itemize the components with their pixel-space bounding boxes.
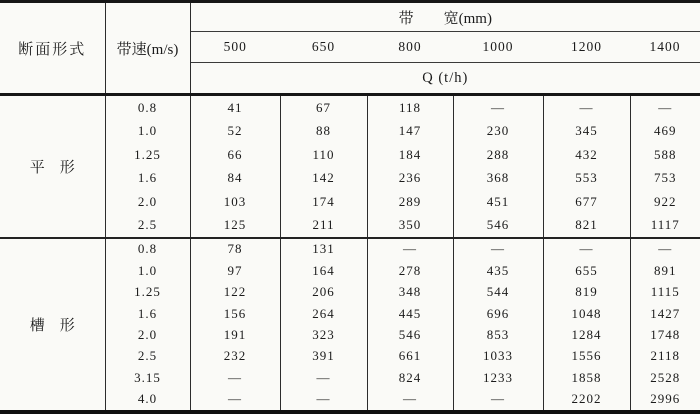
capacity-value: — bbox=[190, 367, 280, 388]
belt-speed-value: 1.25 bbox=[105, 143, 190, 166]
capacity-value: 211 bbox=[280, 213, 367, 237]
capacity-value: 52 bbox=[190, 119, 280, 142]
capacity-value: — bbox=[543, 95, 630, 120]
capacity-value: 824 bbox=[367, 367, 453, 388]
table-row bbox=[0, 166, 700, 189]
capacity-value: — bbox=[453, 95, 543, 120]
capacity-value: — bbox=[367, 238, 453, 260]
capacity-value: 118 bbox=[367, 95, 453, 120]
capacity-value: 1556 bbox=[543, 346, 630, 367]
capacity-value: 230 bbox=[453, 119, 543, 142]
width-column-header: 650 bbox=[280, 32, 367, 63]
table-row bbox=[0, 143, 700, 166]
capacity-value: 1117 bbox=[630, 213, 700, 237]
capacity-value: 391 bbox=[280, 346, 367, 367]
capacity-value: 2202 bbox=[543, 388, 630, 412]
capacity-value: 821 bbox=[543, 213, 630, 237]
belt-speed-value: 0.8 bbox=[105, 238, 190, 260]
width-column-header: 500 bbox=[190, 32, 280, 63]
capacity-value: 544 bbox=[453, 282, 543, 303]
capacity-value: 84 bbox=[190, 166, 280, 189]
capacity-value: 345 bbox=[543, 119, 630, 142]
belt-speed-value: 1.6 bbox=[105, 303, 190, 324]
table-row bbox=[0, 238, 700, 260]
table-row bbox=[0, 260, 700, 281]
capacity-value: 2528 bbox=[650, 369, 681, 385]
header-belt-speed: 带速(m/s) bbox=[105, 2, 190, 95]
capacity-value: 350 bbox=[367, 213, 453, 237]
belt-speed-value: 1.0 bbox=[105, 119, 190, 142]
table-row bbox=[0, 95, 700, 120]
table-row bbox=[0, 119, 700, 142]
belt-speed-value: 0.8 bbox=[105, 95, 190, 120]
capacity-value: 1427 bbox=[650, 305, 681, 321]
table-row bbox=[0, 190, 700, 213]
capacity-value: 553 bbox=[543, 166, 630, 189]
capacity-value: 236 bbox=[367, 166, 453, 189]
capacity-value: — bbox=[658, 99, 673, 115]
capacity-value: 206 bbox=[280, 282, 367, 303]
belt-speed-value: 2.5 bbox=[105, 346, 190, 367]
table-row bbox=[0, 282, 700, 303]
section-label: 平 形 bbox=[0, 95, 105, 238]
capacity-value: 677 bbox=[543, 190, 630, 213]
capacity-value: 1115 bbox=[650, 284, 680, 300]
belt-speed-value: 2.0 bbox=[105, 190, 190, 213]
capacity-value: 142 bbox=[280, 166, 367, 189]
capacity-value: 323 bbox=[280, 324, 367, 345]
capacity-value: 432 bbox=[543, 143, 630, 166]
capacity-value: 655 bbox=[543, 260, 630, 281]
capacity-value: 853 bbox=[453, 324, 543, 345]
capacity-value: 546 bbox=[367, 324, 453, 345]
header-belt-width: 带 宽(mm) bbox=[190, 2, 700, 32]
header-row-bandwidth bbox=[0, 2, 700, 32]
capacity-value: 588 bbox=[654, 146, 677, 162]
capacity-value: 88 bbox=[280, 119, 367, 142]
table-row bbox=[0, 388, 700, 412]
capacity-value: 891 bbox=[654, 262, 677, 278]
capacity-value: 348 bbox=[367, 282, 453, 303]
capacity-value: 2996 bbox=[650, 391, 681, 407]
table-row bbox=[0, 346, 700, 367]
header-q-unit: Q (t/h) bbox=[190, 63, 700, 95]
capacity-value: 66 bbox=[190, 143, 280, 166]
capacity-value: 278 bbox=[367, 260, 453, 281]
capacity-value: 1748 bbox=[650, 326, 681, 342]
capacity-value: 546 bbox=[453, 213, 543, 237]
capacity-value: — bbox=[543, 238, 630, 260]
capacity-value: 469 bbox=[654, 123, 677, 139]
width-column-header: 1000 bbox=[453, 32, 543, 63]
capacity-value: 174 bbox=[280, 190, 367, 213]
capacity-value: — bbox=[658, 241, 673, 257]
capacity-value: — bbox=[453, 388, 543, 412]
capacity-value: 1233 bbox=[453, 367, 543, 388]
capacity-value: — bbox=[280, 388, 367, 412]
capacity-value: 2118 bbox=[650, 348, 681, 364]
belt-speed-value: 1.0 bbox=[105, 260, 190, 281]
header-section-type: 断面形式 bbox=[0, 2, 105, 95]
capacity-value: 1033 bbox=[453, 346, 543, 367]
capacity-value: 125 bbox=[190, 213, 280, 237]
table-row bbox=[0, 213, 700, 237]
belt-speed-value: 1.25 bbox=[105, 282, 190, 303]
capacity-value: 97 bbox=[190, 260, 280, 281]
section-label: 槽 形 bbox=[0, 238, 105, 412]
capacity-value: — bbox=[280, 367, 367, 388]
capacity-value: 164 bbox=[280, 260, 367, 281]
section-flat-body bbox=[0, 95, 700, 238]
belt-speed-value: 3.15 bbox=[105, 367, 190, 388]
capacity-value: 753 bbox=[654, 170, 677, 186]
capacity-value: 122 bbox=[190, 282, 280, 303]
capacity-value: 922 bbox=[654, 193, 677, 209]
capacity-value: 232 bbox=[190, 346, 280, 367]
capacity-value: 191 bbox=[190, 324, 280, 345]
capacity-value: 819 bbox=[543, 282, 630, 303]
capacity-value: — bbox=[190, 388, 280, 412]
table-row bbox=[0, 324, 700, 345]
capacity-value: 1048 bbox=[543, 303, 630, 324]
capacity-value: 41 bbox=[190, 95, 280, 120]
belt-speed-value: 1.6 bbox=[105, 166, 190, 189]
section-trough-body bbox=[0, 238, 700, 412]
capacity-value: — bbox=[453, 238, 543, 260]
capacity-value: 289 bbox=[367, 190, 453, 213]
capacity-value: 110 bbox=[280, 143, 367, 166]
belt-speed-value: 4.0 bbox=[105, 388, 190, 412]
table-header bbox=[0, 2, 700, 95]
belt-speed-value: 2.0 bbox=[105, 324, 190, 345]
table-row bbox=[0, 367, 700, 388]
capacity-value: 264 bbox=[280, 303, 367, 324]
capacity-value: 131 bbox=[280, 238, 367, 260]
capacity-value: 435 bbox=[453, 260, 543, 281]
capacity-value: 288 bbox=[453, 143, 543, 166]
capacity-value: 368 bbox=[453, 166, 543, 189]
capacity-value: 78 bbox=[190, 238, 280, 260]
capacity-value: 1858 bbox=[543, 367, 630, 388]
capacity-value: 696 bbox=[453, 303, 543, 324]
capacity-value: 451 bbox=[453, 190, 543, 213]
table-row bbox=[0, 303, 700, 324]
capacity-value: 661 bbox=[367, 346, 453, 367]
capacity-value: 184 bbox=[367, 143, 453, 166]
capacity-value: 445 bbox=[367, 303, 453, 324]
belt-speed-value: 2.5 bbox=[105, 213, 190, 237]
capacity-value: 1284 bbox=[543, 324, 630, 345]
capacity-value: 147 bbox=[367, 119, 453, 142]
capacity-value: 103 bbox=[190, 190, 280, 213]
capacity-value: — bbox=[367, 388, 453, 412]
width-column-header: 1400 bbox=[630, 32, 700, 63]
width-column-header: 800 bbox=[367, 32, 453, 63]
capacity-value: 156 bbox=[190, 303, 280, 324]
width-column-header: 1200 bbox=[543, 32, 630, 63]
capacity-value: 67 bbox=[280, 95, 367, 120]
